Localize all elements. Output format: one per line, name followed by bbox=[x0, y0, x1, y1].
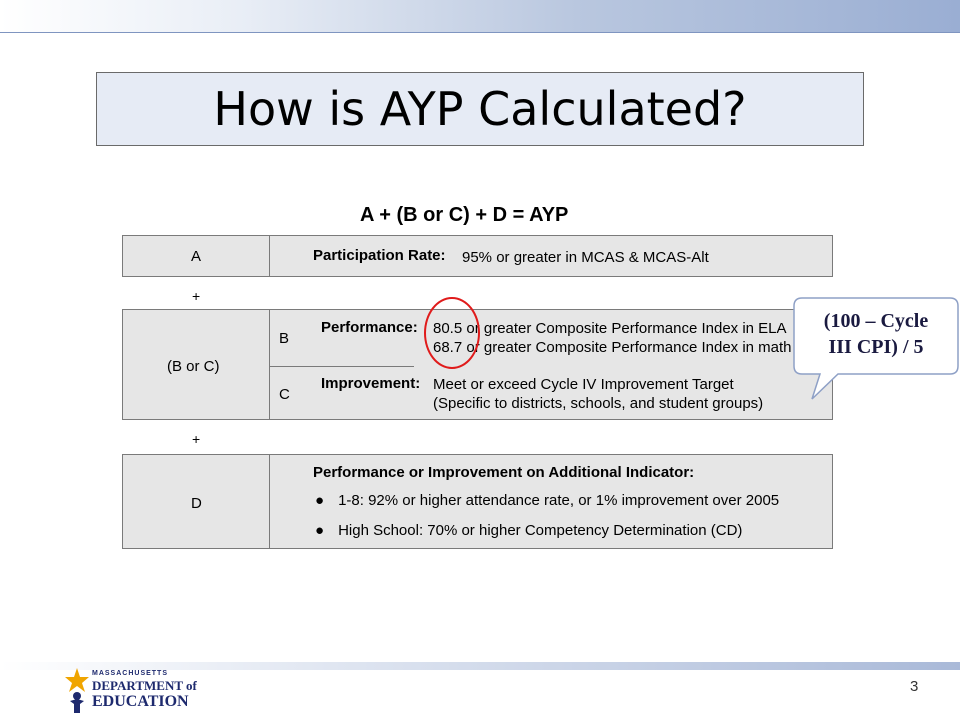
bullet-icon: ● bbox=[315, 522, 325, 539]
star-person-icon bbox=[62, 666, 92, 714]
additional-indicator-heading: Performance or Improvement on Additional Indicator: bbox=[313, 464, 695, 481]
improvement-line-2: (Specific to districts, schools, and student groups) bbox=[433, 395, 764, 412]
participation-heading: Participation Rate: bbox=[313, 247, 446, 264]
row-d-label: D bbox=[191, 495, 202, 512]
title-box bbox=[96, 72, 864, 146]
bullet-text-2: High School: 70% or higher Competency Determination (CD) bbox=[338, 522, 743, 539]
plus-sign-2: + bbox=[192, 431, 201, 447]
row-d-divider bbox=[269, 455, 270, 548]
row-a-box bbox=[122, 235, 833, 277]
doe-logo bbox=[62, 664, 212, 714]
bullet-item-1 bbox=[315, 492, 779, 509]
row-c-label: C bbox=[279, 386, 290, 403]
row-a-divider bbox=[269, 236, 270, 276]
row-b-label: B bbox=[279, 330, 290, 347]
row-d-box bbox=[122, 454, 833, 549]
top-header-bar bbox=[0, 0, 960, 33]
page-number: 3 bbox=[910, 678, 919, 695]
logo-education: EDUCATION bbox=[92, 693, 189, 710]
callout-text bbox=[806, 308, 946, 360]
callout-line-1: (100 – Cycle bbox=[823, 310, 929, 332]
improvement-heading: Improvement: bbox=[321, 375, 421, 392]
logo-state: MASSACHUSETTS bbox=[92, 670, 169, 677]
row-bc-label: (B or C) bbox=[167, 358, 220, 375]
slide-title: How is AYP Calculated? bbox=[213, 82, 747, 136]
performance-line-2: 68.7 or greater Composite Performance Index in math bbox=[433, 339, 792, 356]
improvement-line-1: Meet or exceed Cycle IV Improvement Target bbox=[433, 376, 734, 393]
participation-text: 95% or greater in MCAS & MCAS-Alt bbox=[462, 249, 709, 266]
performance-line-1: 80.5 or greater Composite Performance Index in ELA bbox=[433, 320, 787, 337]
highlight-ellipse bbox=[424, 297, 480, 369]
bullet-icon: ● bbox=[315, 492, 325, 509]
performance-heading: Performance: bbox=[321, 319, 418, 336]
row-bc-divider-left bbox=[269, 310, 270, 419]
bullet-text-1: 1-8: 92% or higher attendance rate, or 1% improvement over 2005 bbox=[338, 492, 780, 509]
logo-department: DEPARTMENT of bbox=[92, 678, 197, 693]
row-a-label: A bbox=[191, 248, 202, 265]
bullet-item-2 bbox=[315, 522, 742, 539]
callout-line-2: III CPI) / 5 bbox=[828, 336, 924, 358]
ayp-formula: A + (B or C) + D = AYP bbox=[360, 204, 569, 226]
row-bc-divider-mid bbox=[269, 366, 414, 367]
plus-sign-1: + bbox=[192, 288, 201, 304]
